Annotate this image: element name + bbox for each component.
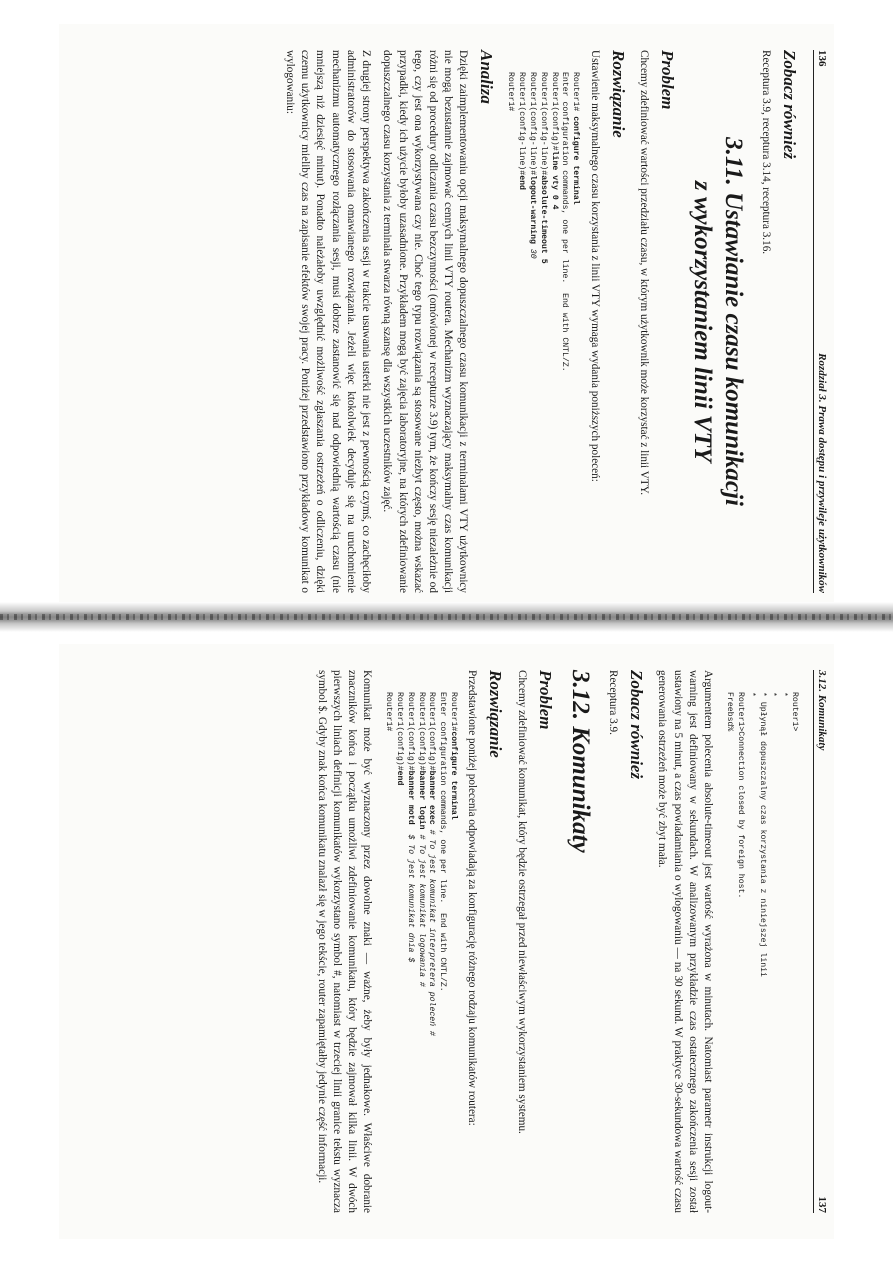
code-line: Router1# — [506, 72, 516, 112]
solution-heading: Rozwiązanie — [608, 50, 628, 138]
code-line: Router1(config)#line vty 0 4 — [549, 72, 559, 210]
code-listing — [505, 72, 581, 593]
problem-text: Chcemy zdefiniować komunikat, który będzie ostrzegał przed niewłaściwym wykorzystaniem systemu. — [515, 670, 528, 1134]
code-line: Router1> — [790, 692, 799, 732]
page-number: 137 — [816, 1196, 828, 1213]
code-line: Router1# — [384, 692, 394, 732]
solution-text: Ustawienie maksymalnego czasu korzystania z linii VTY wymaga wydania poniższych poleceń: — [588, 50, 601, 482]
code-line: Router1(config)#end — [394, 692, 404, 786]
code-line: * — [746, 692, 756, 697]
code-line: Router1# configure terminal — [571, 72, 581, 205]
problem-heading: Problem — [657, 50, 677, 110]
code-line: Enter configuration commands, one per line. End with CNTL/Z. — [560, 72, 570, 372]
solution-text: Przedstawione poniżej polecenia odpowiadają za konfigurację różnego rodzaju komunikatów routera: — [466, 670, 479, 1126]
code-line: Router1>Connection closed by foreign host. — [735, 692, 745, 899]
code-line: Enter configuration commands, one per line. End with CNTL/Z. — [438, 692, 448, 992]
code-line: Router1(config)#banner motd $ To jest komunikat dnia $ — [405, 692, 415, 963]
page-137 — [59, 644, 834, 1239]
code-line: Router1(config-line)#absolute-timeout 5 — [538, 72, 548, 264]
see-also-text: Receptura 3.9, receptura 3.14, receptura 3.16. — [760, 50, 772, 255]
section-header-title: 3.12. Komunikaty — [816, 670, 828, 751]
section-title — [687, 50, 748, 593]
code-line: Router1#configure terminal — [449, 692, 459, 820]
running-header — [813, 670, 828, 1213]
banner-code-listing — [382, 692, 458, 1213]
analysis-paragraph-1: Dzięki zaimplementowaniu opcji maksymalnego dopuszczalnego czasu komunikacji z terminalami VTY użytkownicy nie mogą bezustannie zajmować cennych linii VTY routera. Mechanizm wyznaczający maksymalny czas komunikacji różni się od procedury odliczania czasu bezczynności (omówionej w recepturze 3.9) tym, że kończy sesję niezależnie od tego, czy jest ona wykorzystywana czy nie. Choć tego typu rozwiązania są stosowane niezbyt często, można wskazać przypadki, kiedy ich użycie byłoby uzasadnione. Przykładem mogą być zajęcia laboratoryjne, na których zdefiniowanie dopuszczalnego czasu korzystania z terminala stwarza równą szansę dla wszystkich uczestników zajęć. — [381, 50, 470, 593]
section-title-line2: z wykorzystaniem linii VTY — [689, 180, 717, 463]
analysis-heading: Analiza — [477, 50, 497, 104]
analysis-paragraph-2: Z drugiej strony perspektywa zakończenia sesji w trakcie usuwania usterki nie jest z pewnością czymś, co zachęciłoby administratorów do stosowania omawianego rozwiązania. Jeżeli więc ktokolwiek decyduje się na uruchomienie mechanizmu automatycznego rozłączania sesji, musi dobrze zastanowić się nad odpowiednią wartością czasu (nie mniejszą niż dziesięć minut). Ponadto należałoby uwzględnić możliwość zgłaszania ostrzeżeń o odliczeniu, dzięki czemu użytkownicy mieliby czas na zapisanie efektów swojej pracy. Poniżej przedstawiono przykładowy komunikat o wylogowaniu: — [283, 50, 373, 593]
code-line: * — [768, 692, 778, 697]
solution-heading: Rozwiązanie — [486, 670, 506, 758]
page-136 — [59, 24, 834, 619]
code-line: Router1(config-line)#end — [517, 72, 527, 190]
body-paragraph: Komunikat może być wyznaczony przez dowolne znaki — ważne, żeby były jednakowe. Właściwe dobranie znaczników końca i początku umożliwi zdefiniowanie komunikatu, który będzie zajmował kilka linii. W dwóch pierwszych liniach definicji komunikatów wykorzystano symbol #, natomiast w trzeciej linii granice tekstu wyznacza symbol $. Gdyby znak końca komunikatu znalazł się w jego tekście, router zapamiętałby jedynie część informacji. — [315, 670, 374, 1213]
code-line: Router1(config-line)#logout-warning 30 — [527, 72, 537, 259]
logout-message-listing — [723, 692, 799, 1213]
page-number: 136 — [816, 50, 828, 67]
see-also-heading: Zobacz również — [780, 50, 799, 160]
section-title: 3.12. Komunikaty — [567, 670, 595, 853]
gutter-shadow — [0, 614, 893, 620]
code-line: Router1(config)#banner exec # To jest komunikat interpretera poleceń # — [427, 692, 437, 1036]
code-line: * Upłynął dopuszczalny czas korzystania z niniejszej linii — [757, 692, 767, 977]
section-title-line1: 3.11. Ustawianie czasu komunikacji — [719, 137, 747, 506]
code-line: * — [779, 692, 789, 697]
see-also-heading: Zobacz również — [627, 670, 647, 780]
code-line: Freebsd% — [725, 692, 735, 732]
see-also-text: Receptura 3.9. — [607, 670, 620, 735]
problem-heading: Problem — [535, 670, 555, 730]
code-line: Router1(config)#banner login # To jest komunikat logowania # — [416, 692, 426, 987]
problem-text: Chcemy zdefiniować wartości przedziału czasu, w którym użytkownik może korzystać z linii VTY. — [637, 50, 650, 496]
running-header — [813, 50, 828, 593]
intro-paragraph: Argumentem polecenia absolute-timeout jest wartość wyrażona w minutach. Natomiast parametr instrukcji logout-warning jest definiowany w sekundach. W analizowanym przykładzie czas ostatecznego zakończenia sesji został ustawiony na 5 minut, a czas powiadamiania o wylogowaniu — na 30 sekund. W praktyce 30-sekundowa wartość czasu generowania ostrzeżeń może być zbyt mała. — [656, 670, 715, 1213]
chapter-title: Rozdział 3. Prawa dostępu i przywileje użytkowników — [816, 353, 828, 593]
